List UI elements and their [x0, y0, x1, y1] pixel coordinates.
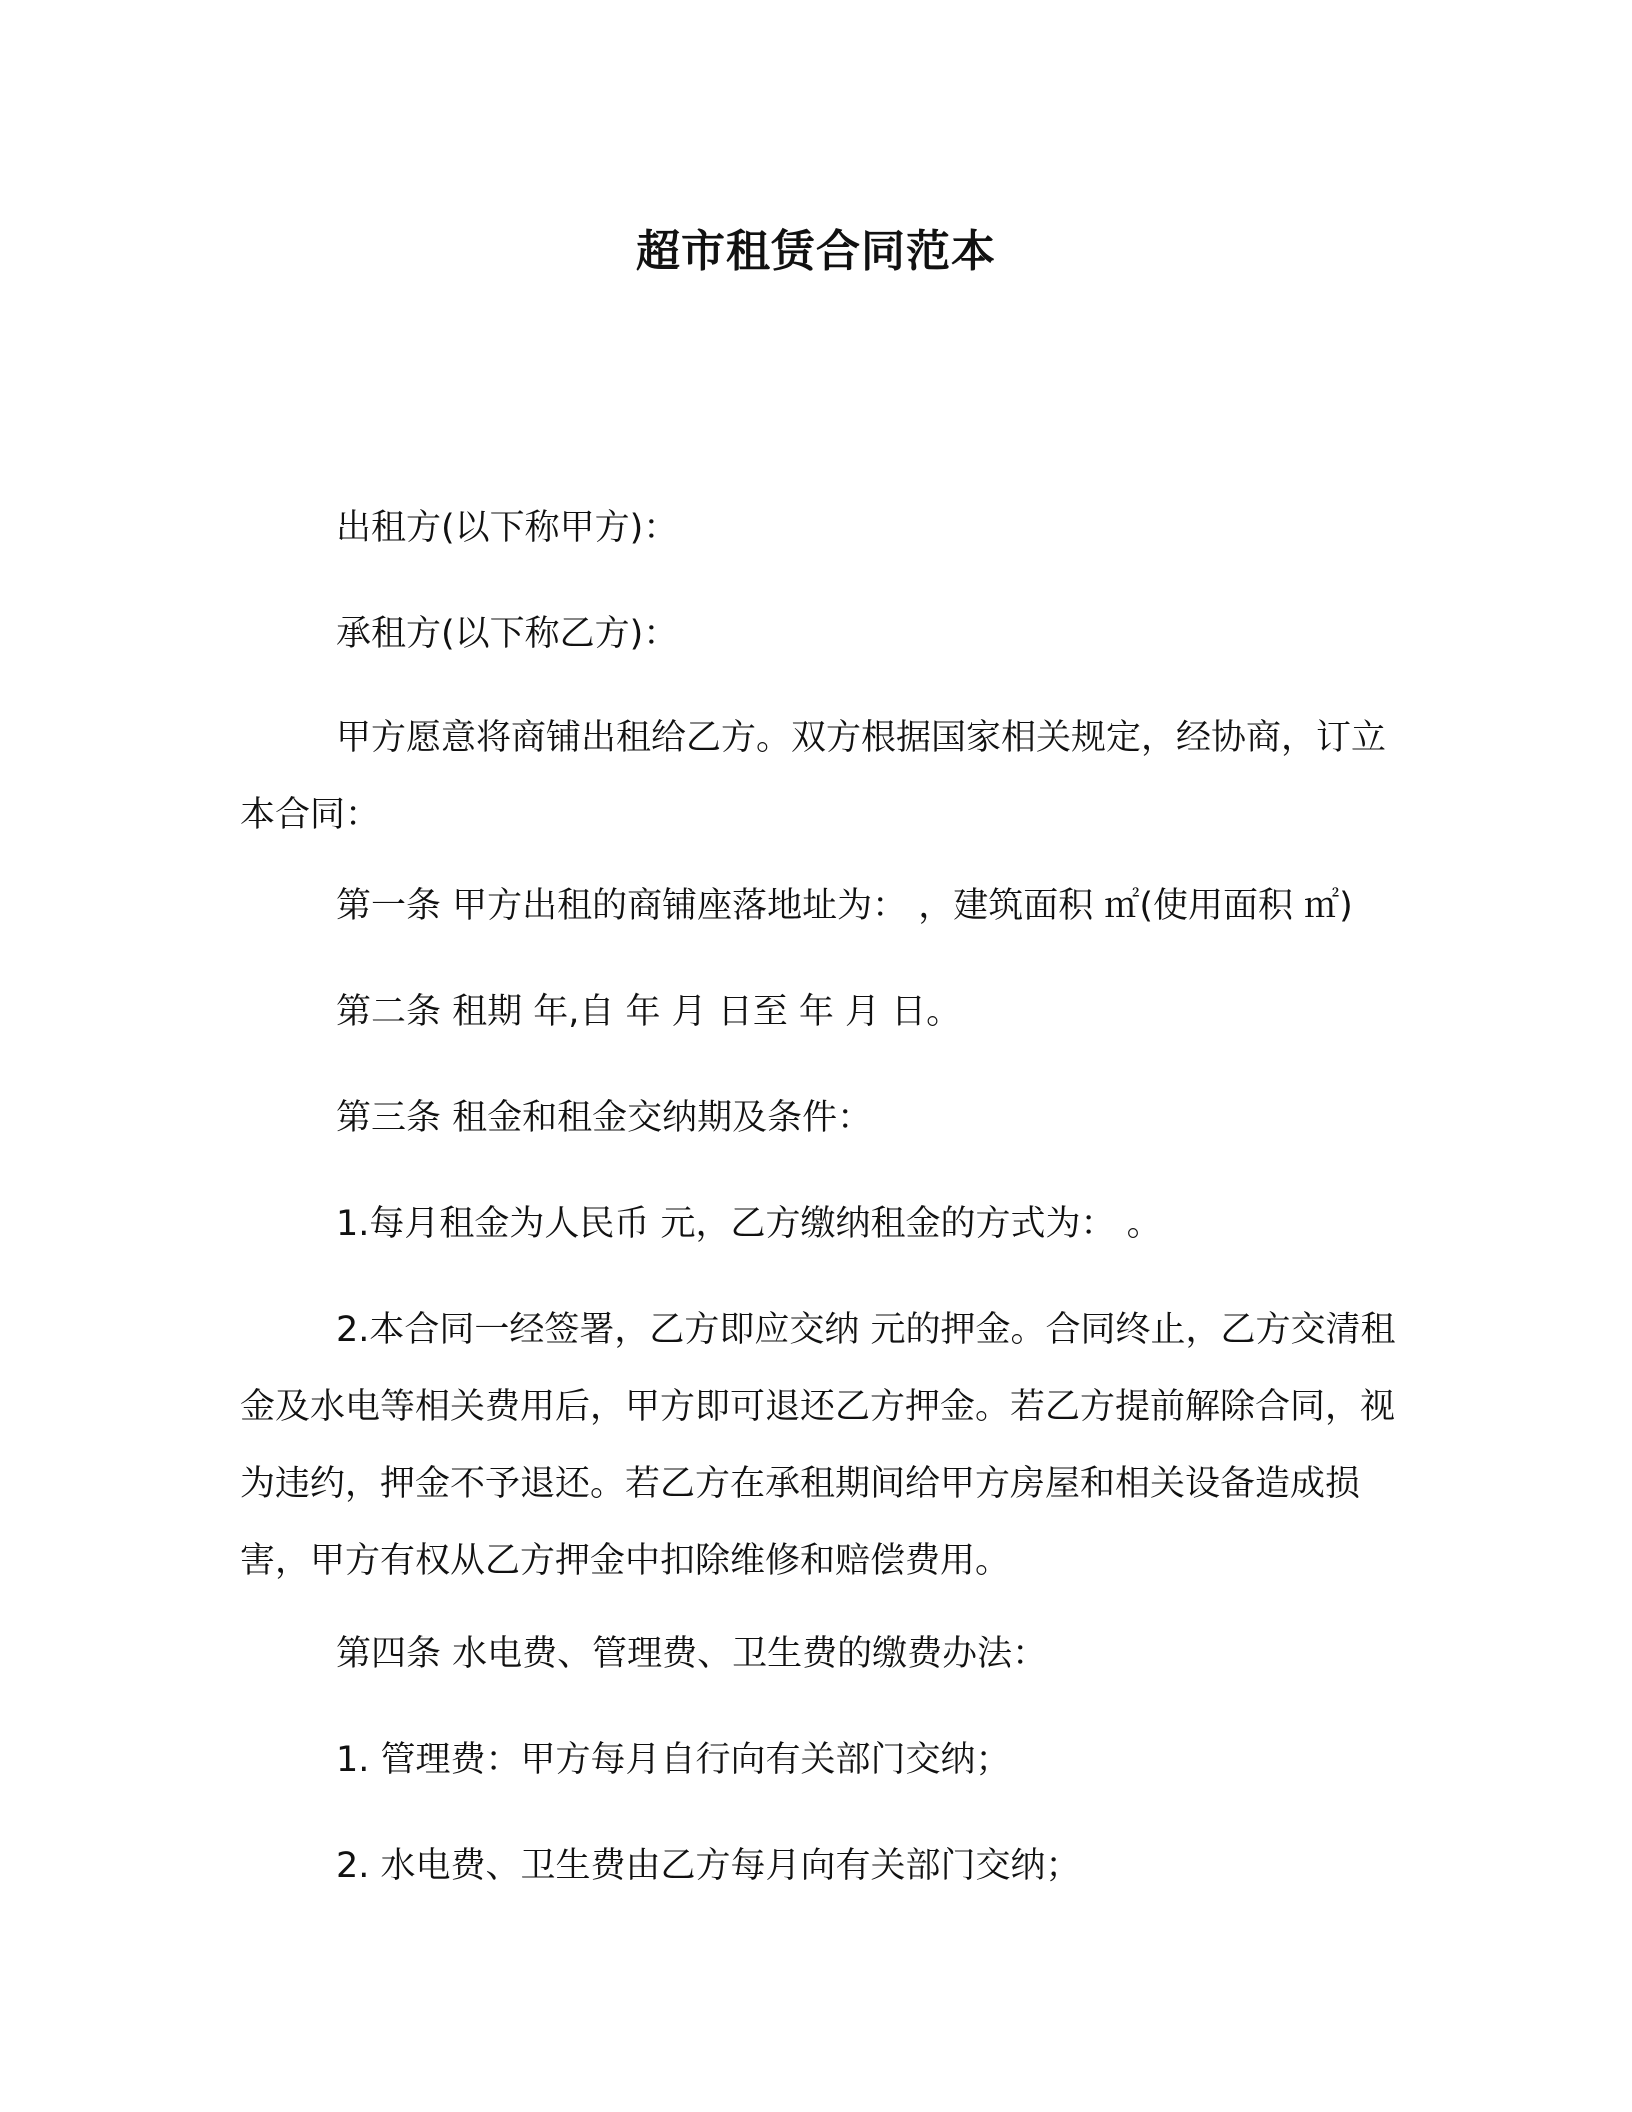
- lessor-line: 出租方(以下称甲方)：: [336, 508, 679, 548]
- article-4: 第四条 水电费、管理费、卫生费的缴费办法：: [336, 1634, 1048, 1674]
- rent-item-1: 1.每月租金为人民币 元，乙方缴纳租金的方式为： 。: [336, 1204, 1162, 1244]
- document-title: 超市租赁合同范本: [636, 226, 996, 277]
- lessee-line: 承租方(以下称乙方)：: [336, 614, 679, 654]
- fee-item-2: 2. 水电费、卫生费由乙方每月向有关部门交纳；: [336, 1846, 1081, 1886]
- article-3: 第三条 租金和租金交纳期及条件：: [336, 1098, 873, 1138]
- article-2: 第二条 租期 年,自 年 月 日至 年 月 日。: [336, 992, 962, 1032]
- article-1: 第一条 甲方出租的商铺座落地址为： ，建筑面积 ㎡(使用面积 ㎡): [336, 886, 1353, 926]
- fee-item-1: 1. 管理费：甲方每月自行向有关部门交纳；: [336, 1740, 1011, 1780]
- rent-item-2: 2.本合同一经签署，乙方即应交纳 元的押金。合同终止，乙方交清租金及水电等相关费用后，甲方即可退还乙方押金。若乙方提前解除合同，视为违约，押金不予退还。若乙方在承租期间给甲方房屋和相关设备造成损害，甲方有权从乙方押金中扣除维修和赔偿费用。: [240, 1310, 1396, 1581]
- intro-paragraph: 甲方愿意将商铺出租给乙方。双方根据国家相关规定，经协商，订立本合同：: [240, 718, 1387, 835]
